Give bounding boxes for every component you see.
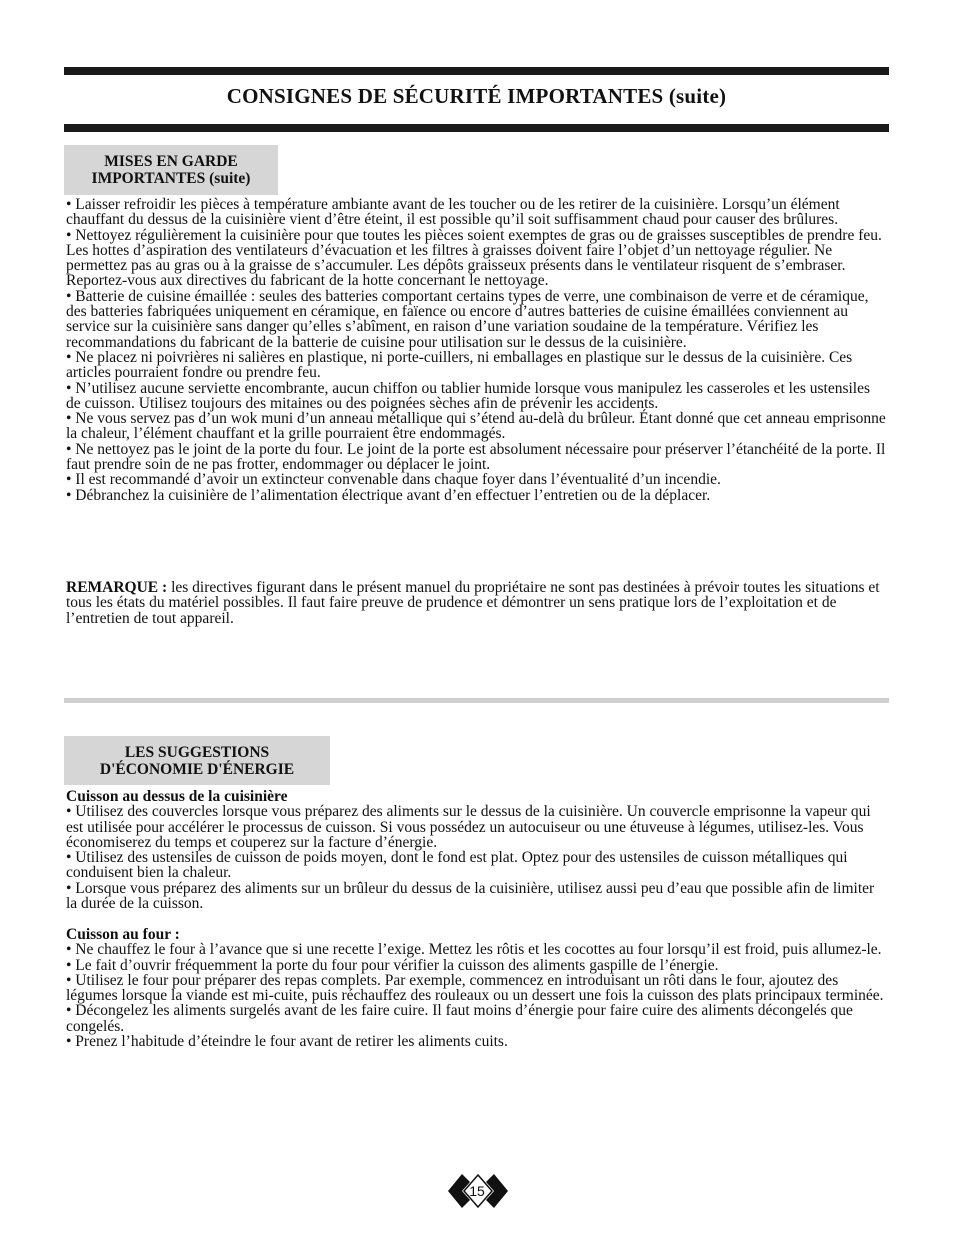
section-tag-line: D'ÉCONOMIE D'ÉNERGIE <box>99 760 295 778</box>
section-tag-energy <box>64 736 330 785</box>
section-tag-line: IMPORTANTES (suite) <box>91 170 251 187</box>
section-tag-warnings <box>64 145 278 195</box>
section-tag-line: MISES EN GARDE <box>104 153 238 170</box>
oven-tips <box>66 927 888 1049</box>
list-item: • Ne chauffez le four à l’avance que si une recette l’exige. Mettez les rôtis et les cocottes au four lorsqu’il est froid, puis allumez-le. <box>66 941 882 959</box>
list-item: • Nettoyez régulièrement la cuisinière pour que toutes les pièces soient exemptes de gras ou de graisses susceptibles de prendre feu. Les hottes d’aspiration des ventilateurs d’évacuation et les filtres à graisses doivent faire l’objet d’un nettoyage régulier. Ne permettez pas au gras ou à la graisse de s’accumuler. Les dépôts graisseux présents dans le ventilateur risquent de s’embraser. Reportez-vous aux directives du fabricant de la hotte concernant le nettoyage. <box>66 226 882 290</box>
list-item: • Lorsque vous préparez des aliments sur un brûleur du dessus de la cuisinière, utilisez aussi peu d’eau que possible afin de limiter la durée de la cuisson. <box>66 879 875 913</box>
list-item: • N’utilisez aucune serviette encombrante, aucun chiffon ou tablier humide lorsque vous manipulez les casseroles et les ustensiles de cuisson. Utilisez toujours des mitaines ou des poignées sèches afin de prévenir les accidents. <box>66 379 871 412</box>
stovetop-tips <box>66 789 888 911</box>
list-item: • Le fait d’ouvrir fréquemment la porte du four pour vérifier la cuisson des aliments gaspille de l’énergie. <box>66 956 719 974</box>
list-item: • Utilisez des ustensiles de cuisson de poids moyen, dont le fond est plat. Optez pour des ustensiles de cuisson métalliques qui conduisent bien la chaleur. <box>66 849 848 882</box>
list-item: • Utilisez des couvercles lorsque vous préparez des aliments sur le dessus de la cuisinière. Un couvercle emprisonne la vapeur qui est utilisée pour accélérer le processus de cuisson. Si vous possédez un autocuiseur ou une étuveuse à légumes, utilisez-les. Vous économiserez du temps et couperez sur la facture d’énergie. <box>66 803 871 851</box>
oven-heading: Cuisson au four : <box>66 926 180 943</box>
list-item: • Ne placez ni poivrières ni salières en plastique, ni porte-cuillers, ni emballages en plastique sur le dessus de la cuisinière. Ces articles pourraient fondre ou prendre feu. <box>66 348 853 382</box>
remark-label: REMARQUE : <box>66 579 168 596</box>
list-item: • Batterie de cuisine émaillée : seules des batteries comportant certains types de verre, une combinaison de verre et de céramique, des batteries fabriquées uniquement en céramique, en faïence ou encore d’autres batteries de cuisine émaillées conviennent au service sur la cuisinière sans danger qu’elles s’abîment, en raison d’une variation soudaine de la température. Vérifiez les recommandations du fabricant de la batterie de cuisine pour utilisation sur le dessus de la cuisinière. <box>66 287 869 351</box>
header-bottom-rule <box>64 124 889 132</box>
section-tag-line: LES SUGGESTIONS <box>124 743 270 761</box>
section-divider <box>64 698 889 703</box>
list-item: • Ne vous servez pas d’un wok muni d’un anneau métallique qui s’étend au-delà du brûleur. Étant donné que cet anneau emprisonne la chaleur, l’élément chauffant et la grille pourraient être endommagés. <box>66 410 886 443</box>
list-item: • Utilisez le four pour préparer des repas complets. Par exemple, commencez en introduisant un rôti dans le four, ajoutez des légumes lorsque la viande est mi-cuite, puis réchauffez des rouleaux ou un dessert une fois la cuisson des plats principaux terminée. <box>66 971 884 1005</box>
remark-paragraph <box>66 580 888 626</box>
remark-text: les directives figurant dans le présent manuel du propriétaire ne sont pas destinées à prévoir toutes les situations et tous les états du matériel possibles. Il faut faire preuve de prudence et démontrer un sens pratique lors de l’exploitation et de l’entretien de tout appareil. <box>66 579 880 627</box>
list-item: • Décongelez les aliments surgelés avant de les faire cuire. Il faut moins d’énergie pour faire cuire des aliments décongelés que congelés. <box>66 1002 853 1035</box>
page-title: CONSIGNES DE SÉCURITÉ IMPORTANTES (suite) <box>226 84 727 108</box>
warnings-list <box>66 197 888 503</box>
list-item: • Débranchez la cuisinière de l’alimentation électrique avant d’en effectuer l’entretien ou de la déplacer. <box>66 486 711 504</box>
list-item: • Prenez l’habitude d’éteindre le four avant de retirer les aliments cuits. <box>66 1033 508 1051</box>
list-item: • Laisser refroidir les pièces à température ambiante avant de les toucher ou de les retirer de la cuisinière. Lorsqu’un élément chauffant du dessus de la cuisinière vient d’être éteint, il est possible qu’il soit suffisamment chaud pour causer des brûlures. <box>66 196 840 229</box>
page-number: 15 <box>469 1183 485 1199</box>
list-item: • Il est recommandé d’avoir un extincteur convenable dans chaque foyer dans l’éventualité d’un incendie. <box>66 471 721 489</box>
list-item: • Ne nettoyez pas le joint de la porte du four. Le joint de la porte est absolument nécessaire pour préserver l’étanchéité de la porte. Il faut prendre soin de ne pas frotter, endommager ou déplacer le joint. <box>66 440 886 474</box>
header-top-rule <box>64 67 889 75</box>
stovetop-heading: Cuisson au dessus de la cuisinière <box>66 788 288 805</box>
